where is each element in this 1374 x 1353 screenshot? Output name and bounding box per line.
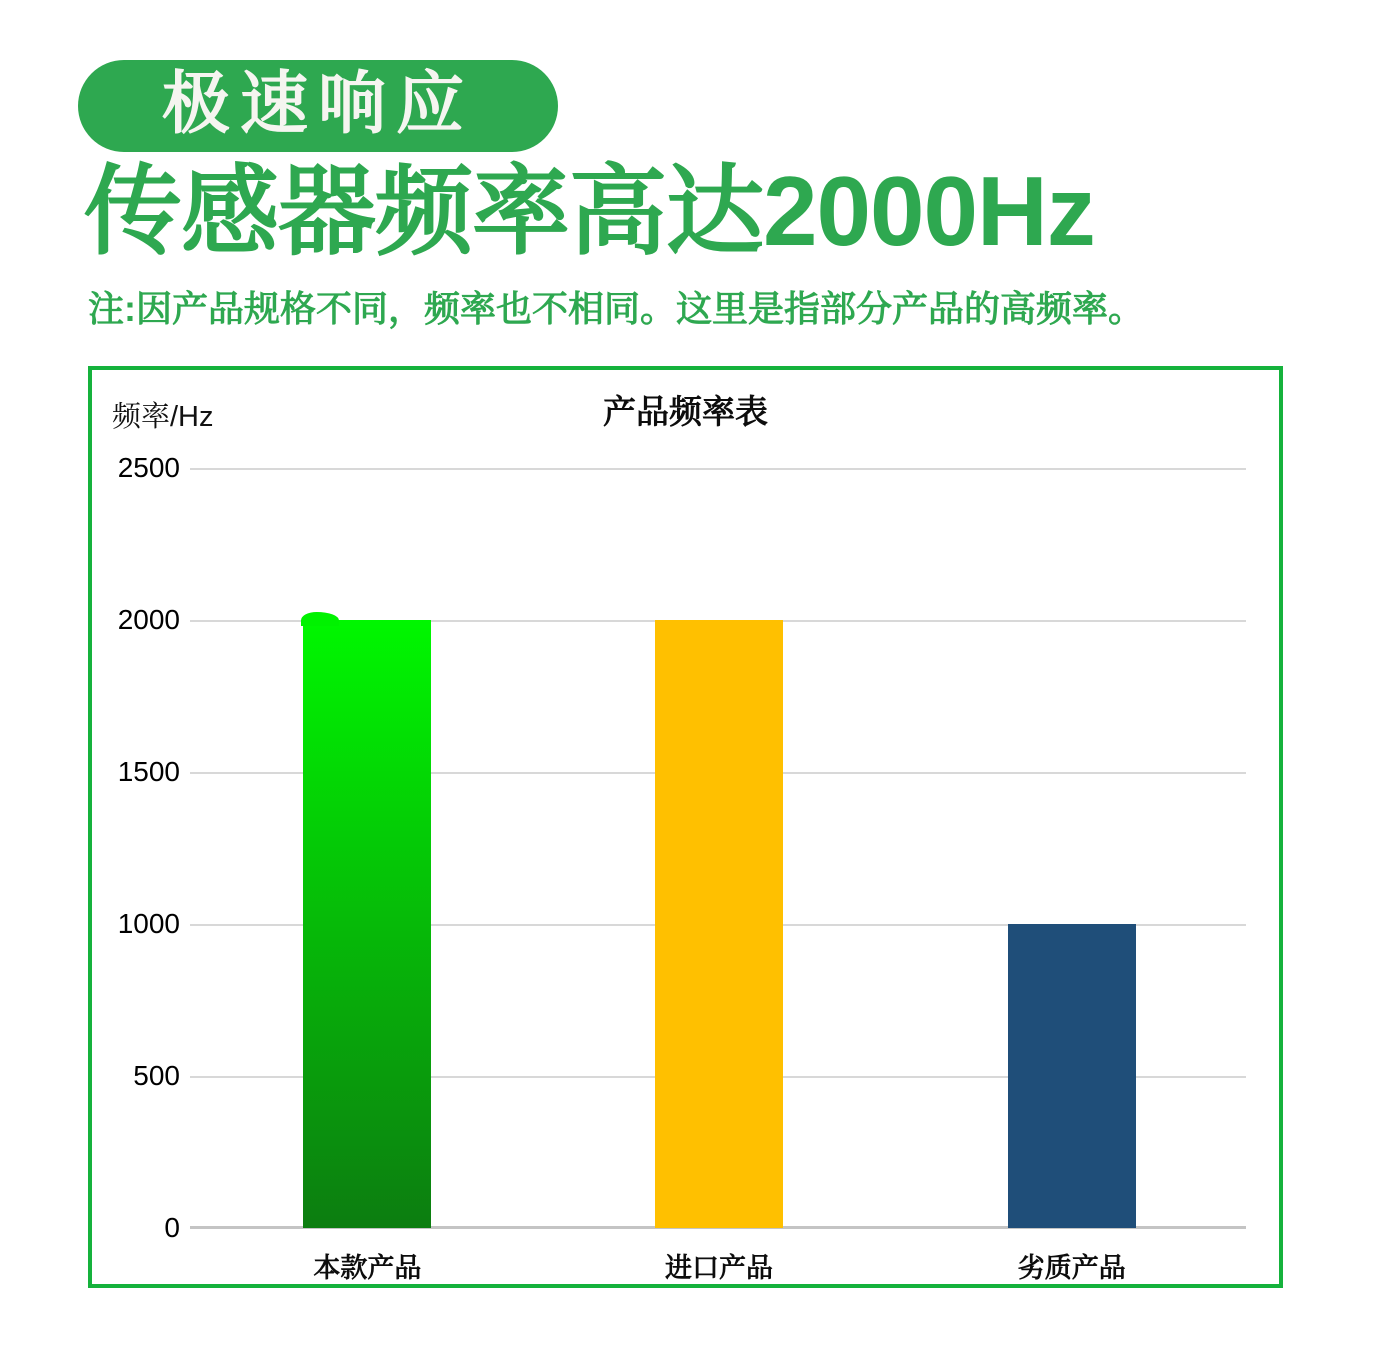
- y-tick-2000: 2000: [117, 604, 180, 635]
- y-tick-0: 0: [164, 1212, 180, 1243]
- freehand-mark: [301, 612, 339, 626]
- page-title: 传感器频率高达2000Hz: [84, 156, 1095, 266]
- category-label-imported-product: 进口产品: [665, 1253, 774, 1283]
- fast-response-badge: [78, 60, 558, 152]
- chart-title: 产品频率表: [603, 393, 768, 430]
- note-text: 注:因产品规格不同，频率也不相同。这里是指部分产品的高频率。: [88, 288, 1144, 329]
- badge-label: 极速响应: [161, 66, 474, 142]
- gridline-2500: [190, 468, 1246, 470]
- chart-panel: [88, 366, 1283, 1288]
- y-tick-500: 500: [133, 1060, 180, 1091]
- bar-this-product: [303, 620, 431, 1228]
- y-tick-1000: 1000: [117, 908, 180, 939]
- y-tick-1500: 1500: [117, 756, 180, 787]
- bar-imported-product: [655, 620, 783, 1228]
- plot-area: [190, 468, 1246, 1283]
- y-axis-ticks: [92, 452, 180, 1243]
- y-axis-title: 频率/Hz: [112, 401, 214, 433]
- bar-inferior-product: [1008, 924, 1136, 1228]
- category-label-this-product: 本款产品: [313, 1253, 422, 1283]
- category-label-inferior-product: 劣质产品: [1017, 1253, 1126, 1283]
- y-tick-2500: 2500: [117, 452, 180, 483]
